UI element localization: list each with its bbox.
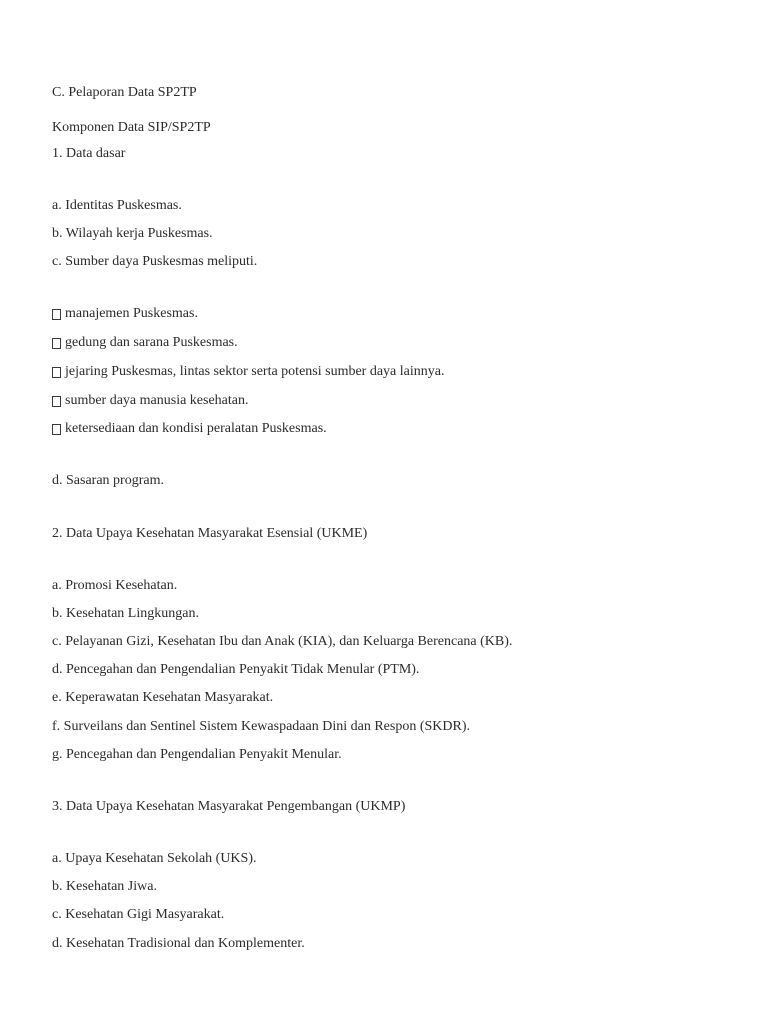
section3-title: 3. Data Upaya Kesehatan Masyarakat Pengembangan (UKMP) — [52, 799, 406, 814]
section1-title: 1. Data dasar — [52, 146, 126, 161]
list-item: a. Upaya Kesehatan Sekolah (UKS). — [52, 851, 257, 866]
bullet-item — [52, 392, 249, 410]
subheading: Komponen Data SIP/SP2TP — [52, 120, 211, 135]
list-item: c. Pelayanan Gizi, Kesehatan Ibu dan Anak (KIA), dan Keluarga Berencana (KB). — [52, 634, 513, 649]
list-item: c. Kesehatan Gigi Masyarakat. — [52, 907, 225, 922]
bullet-text: jejaring Puskesmas, lintas sektor serta potensi sumber daya lainnya. — [65, 364, 445, 379]
list-item: b. Kesehatan Lingkungan. — [52, 606, 199, 621]
section2-title: 2. Data Upaya Kesehatan Masyarakat Esensial (UKME) — [52, 526, 368, 541]
bullet-text: manajemen Puskesmas. — [65, 306, 198, 321]
list-item: f. Surveilans dan Sentinel Sistem Kewaspadaan Dini dan Respon (SKDR). — [52, 719, 470, 734]
bullet-item — [52, 334, 238, 352]
bullet-box-icon — [52, 309, 61, 320]
bullet-text: ketersediaan dan kondisi peralatan Puskesmas. — [65, 421, 327, 436]
list-item: d. Pencegahan dan Pengendalian Penyakit Tidak Menular (PTM). — [52, 662, 420, 677]
list-item: c. Sumber daya Puskesmas meliputi. — [52, 254, 258, 269]
list-item: b. Kesehatan Jiwa. — [52, 879, 157, 894]
list-item: b. Wilayah kerja Puskesmas. — [52, 226, 213, 241]
list-item: e. Keperawatan Kesehatan Masyarakat. — [52, 690, 274, 705]
bullet-item — [52, 305, 198, 323]
bullet-box-icon — [52, 396, 61, 407]
list-item: a. Identitas Puskesmas. — [52, 198, 182, 213]
bullet-text: sumber daya manusia kesehatan. — [65, 393, 249, 408]
bullet-box-icon — [52, 338, 61, 349]
list-item: d. Kesehatan Tradisional dan Komplementer. — [52, 936, 305, 951]
section-heading: C. Pelaporan Data SP2TP — [52, 85, 197, 100]
list-item: g. Pencegahan dan Pengendalian Penyakit Menular. — [52, 747, 342, 762]
bullet-box-icon — [52, 424, 61, 435]
bullet-text: gedung dan sarana Puskesmas. — [65, 335, 238, 350]
bullet-item — [52, 363, 444, 381]
bullet-box-icon — [52, 367, 61, 378]
list-item: d. Sasaran program. — [52, 473, 164, 488]
bullet-item — [52, 420, 327, 438]
list-item: a. Promosi Kesehatan. — [52, 578, 178, 593]
